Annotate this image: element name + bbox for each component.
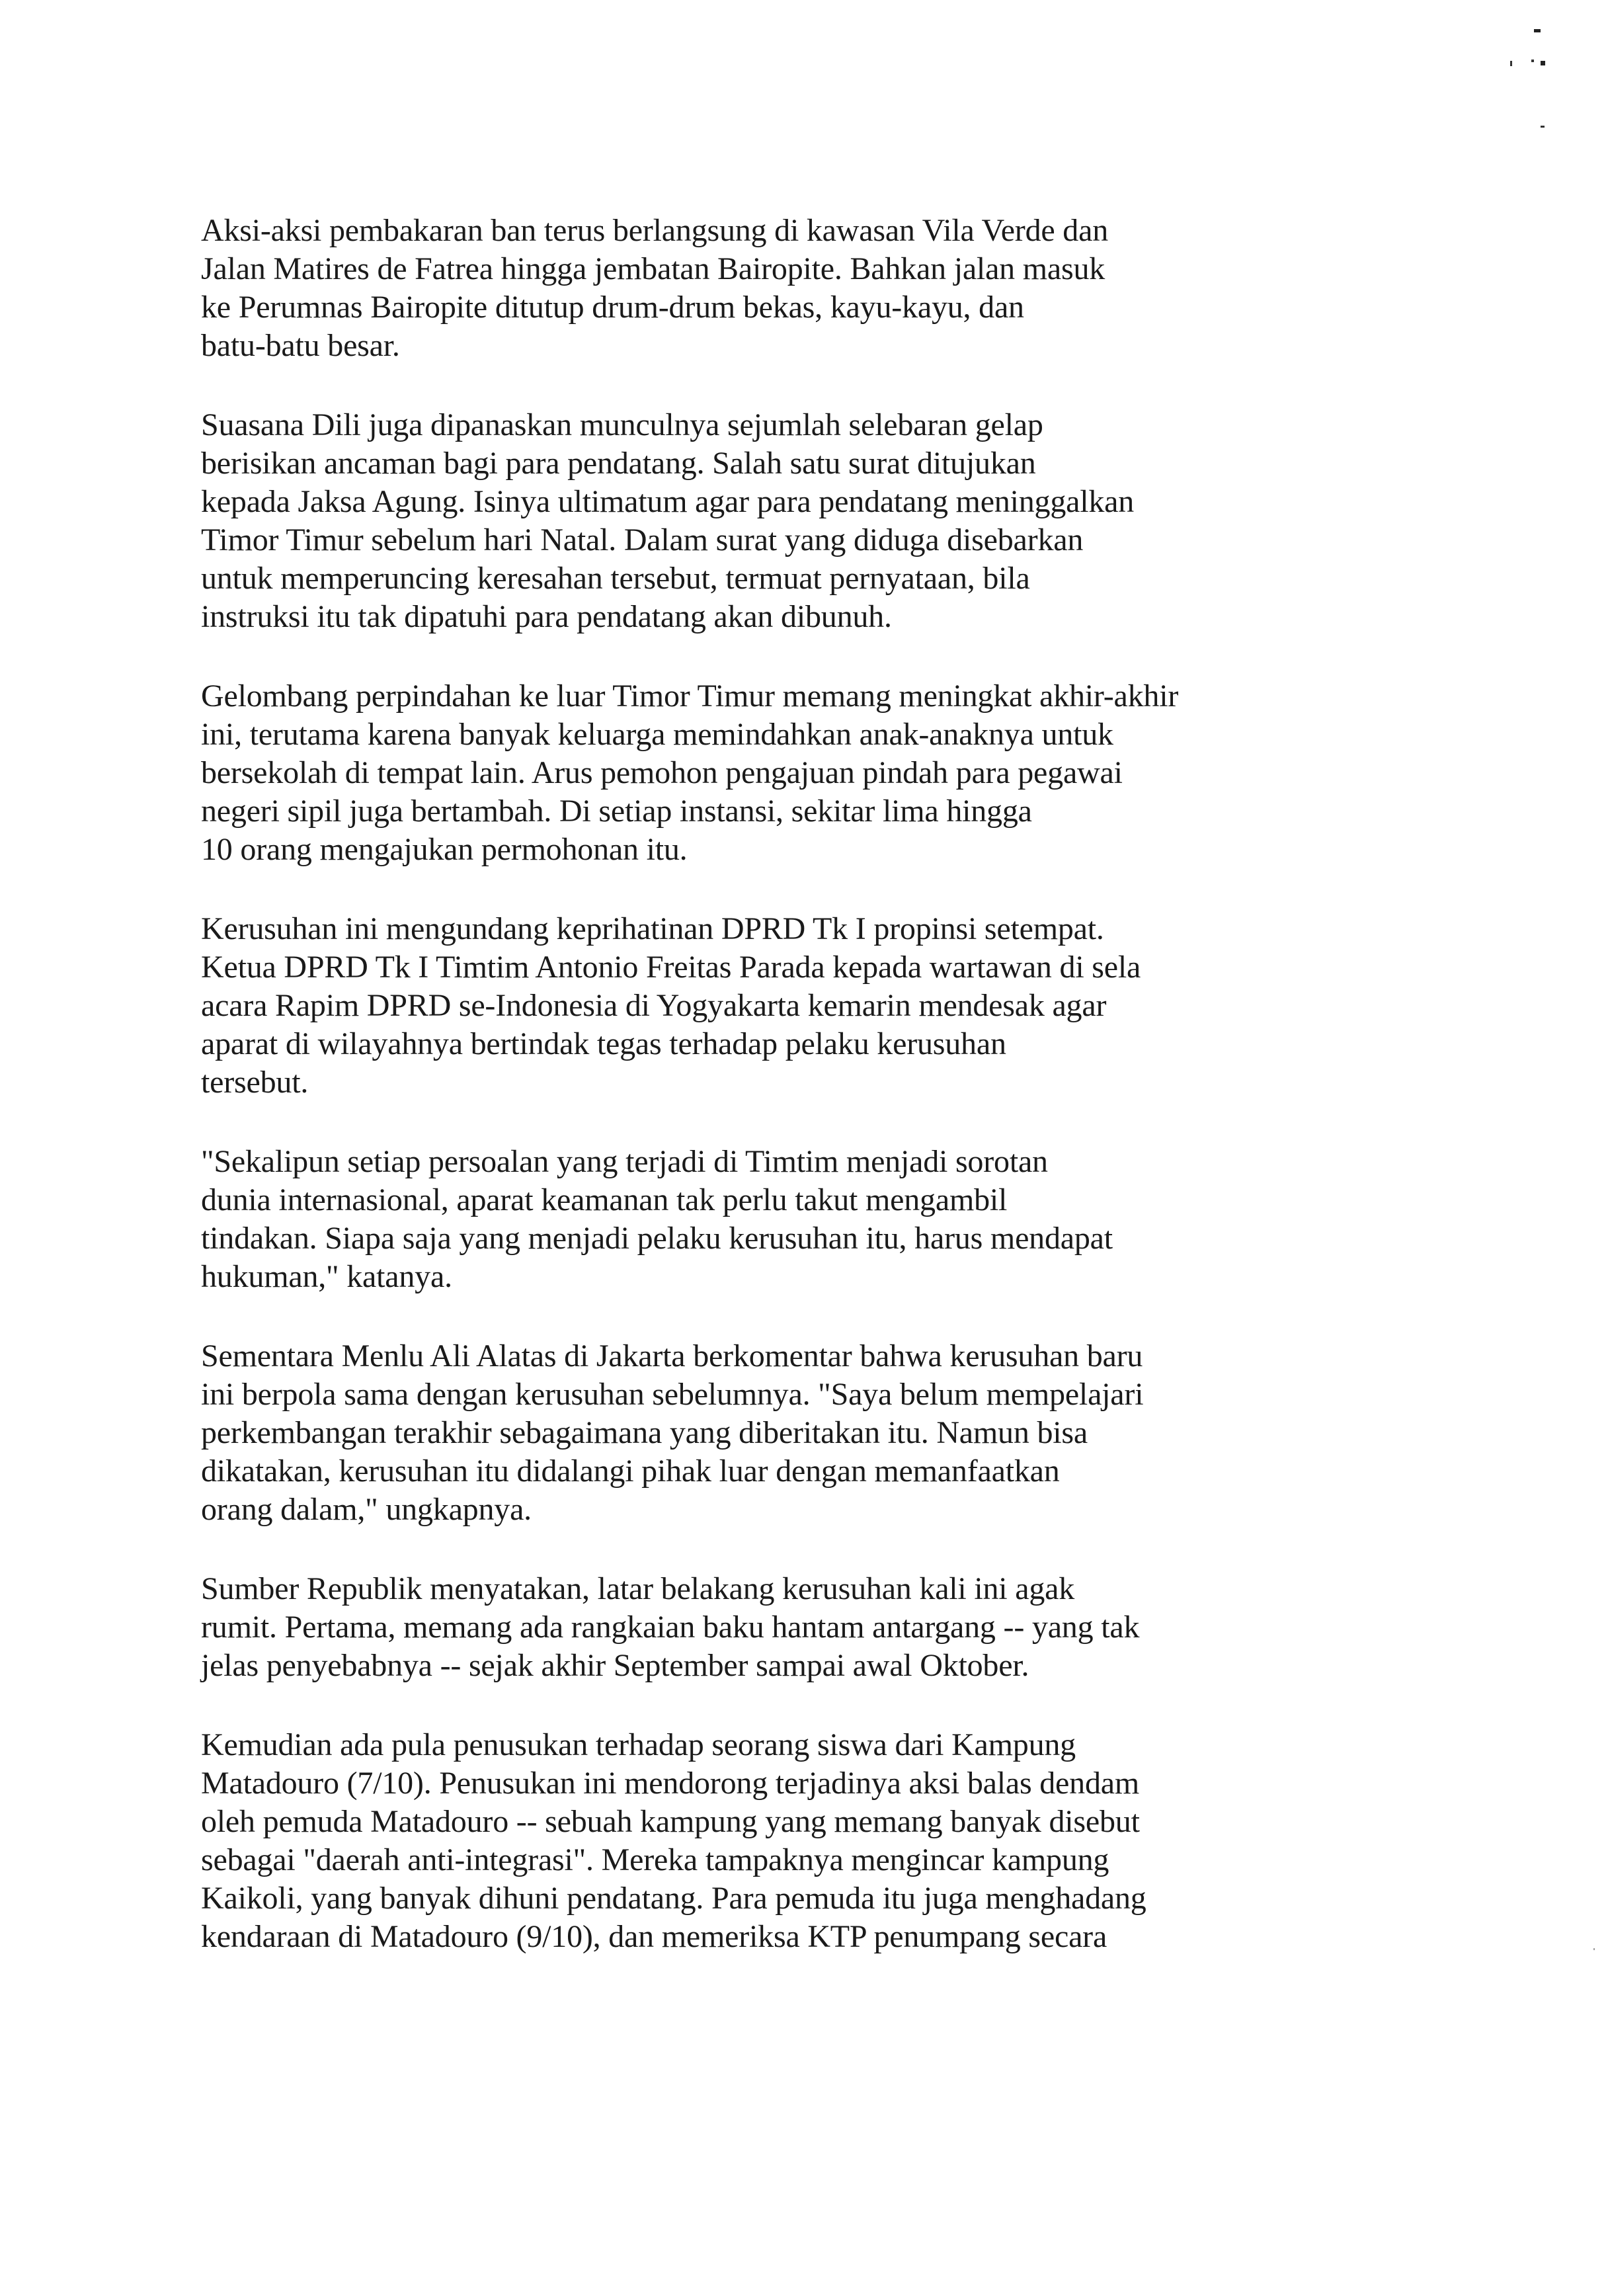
paragraph [201,1726,1312,1956]
text-line: Suasana Dili juga dipanaskan munculnya sejumlah selebaran gelap [201,407,1043,442]
article-body [201,212,1312,1997]
text-line: tersebut. [201,1065,309,1100]
text-line: Kaikoli, yang banyak dihuni pendatang. Para pemuda itu juga menghadang [201,1881,1146,1916]
text-line: Kemudian ada pula penusukan terhadap seorang siswa dari Kampung [201,1727,1076,1762]
paragraph [201,406,1312,636]
scan-speck [1541,61,1545,65]
text-line: berisikan ancaman bagi para pendatang. Salah satu surat ditujukan [201,446,1036,481]
text-line: 10 orang mengajukan permohonan itu. [201,832,688,867]
scan-speck [1531,60,1534,62]
text-line: untuk memperuncing keresahan tersebut, termuat pernyataan, bila [201,561,1030,596]
text-line: instruksi itu tak dipatuhi para pendatang akan dibunuh. [201,599,892,634]
text-line: dunia internasional, aparat keamanan tak perlu takut mengambil [201,1182,1008,1217]
text-line: ke Perumnas Bairopite ditutup drum-drum bekas, kayu-kayu, dan [201,290,1024,325]
text-line: negeri sipil juga bertambah. Di setiap instansi, sekitar lima hingga [201,794,1032,829]
paragraph [201,1337,1312,1529]
scan-speck [1510,61,1512,66]
text-line: Timor Timur sebelum hari Natal. Dalam surat yang diduga disebarkan [201,522,1084,557]
text-line: Kerusuhan ini mengundang keprihatinan DPRD Tk I propinsi setempat. [201,911,1104,946]
scan-speck [1534,29,1541,32]
text-line: rumit. Pertama, memang ada rangkaian baku hantam antargang -- yang tak [201,1610,1140,1645]
text-line: dikatakan, kerusuhan itu didalangi pihak luar dengan memanfaatkan [201,1454,1060,1489]
text-line: acara Rapim DPRD se-Indonesia di Yogyakarta kemarin mendesak agar [201,988,1107,1023]
text-line: kepada Jaksa Agung. Isinya ultimatum agar para pendatang meninggalkan [201,484,1135,519]
paragraph [201,677,1312,869]
text-line: aparat di wilayahnya bertindak tegas terhadap pelaku kerusuhan [201,1026,1006,1061]
text-line: perkembangan terakhir sebagaimana yang diberitakan itu. Namun bisa [201,1415,1088,1450]
text-line: Sumber Republik menyatakan, latar belakang kerusuhan kali ini agak [201,1571,1075,1606]
text-line: hukuman," katanya. [201,1259,452,1294]
text-line: oleh pemuda Matadouro -- sebuah kampung yang memang banyak disebut [201,1804,1140,1839]
text-line: sebagai "daerah anti-integrasi". Mereka tampaknya mengincar kampung [201,1842,1109,1877]
text-line: Aksi-aksi pembakaran ban terus berlangsung di kawasan Vila Verde dan [201,213,1109,248]
text-line: "Sekalipun setiap persoalan yang terjadi di Timtim menjadi sorotan [201,1144,1048,1179]
text-line: Ketua DPRD Tk I Timtim Antonio Freitas Parada kepada wartawan di sela [201,950,1141,985]
text-line: orang dalam," ungkapnya. [201,1492,532,1527]
paragraph [201,910,1312,1102]
text-line: bersekolah di tempat lain. Arus pemohon pengajuan pindah para pegawai [201,755,1123,790]
text-line: Sementara Menlu Ali Alatas di Jakarta berkomentar bahwa kerusuhan baru [201,1338,1143,1374]
paragraph [201,212,1312,365]
text-line: ini berpola sama dengan kerusuhan sebelumnya. "Saya belum mempelajari [201,1377,1144,1412]
paragraph [201,1143,1312,1296]
text-line: ini, terutama karena banyak keluarga memindahkan anak-anaknya untuk [201,717,1113,752]
text-line: Jalan Matires de Fatrea hingga jembatan Bairopite. Bahkan jalan masuk [201,251,1106,286]
scan-speck [1541,126,1545,128]
text-line: kendaraan di Matadouro (9/10), dan memeriksa KTP penumpang secara [201,1919,1107,1954]
text-line: Gelombang perpindahan ke luar Timor Timur memang meningkat akhir-akhir [201,678,1179,714]
paragraph [201,1570,1312,1685]
text-line: batu-batu besar. [201,328,400,363]
text-line: Matadouro (7/10). Penusukan ini mendorong terjadinya aksi balas dendam [201,1766,1139,1801]
scan-speck [1593,1948,1595,1950]
text-line: tindakan. Siapa saja yang menjadi pelaku kerusuhan itu, harus mendapat [201,1221,1113,1256]
text-line: jelas penyebabnya -- sejak akhir September sampai awal Oktober. [201,1648,1029,1683]
